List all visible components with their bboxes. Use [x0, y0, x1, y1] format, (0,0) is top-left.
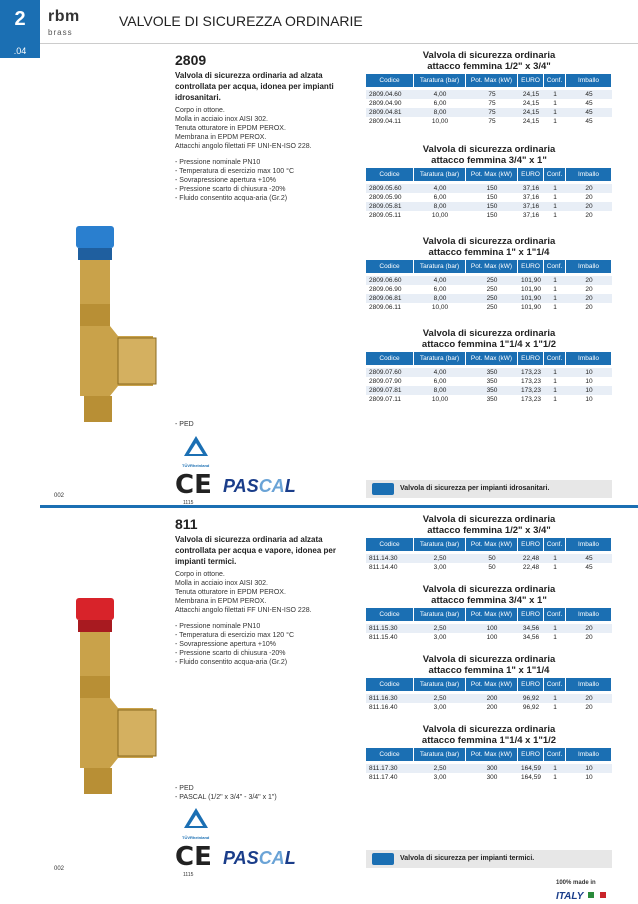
- table-cell: 1: [553, 286, 557, 293]
- table-header: Codice Taratura (bar) Pot. Max (kW) EURO Conf. Imballo: [366, 748, 612, 761]
- table-title: Valvola di sicurezza ordinaria: [422, 514, 556, 525]
- table-header: Codice Taratura (bar) Pot. Max (kW) EURO Conf. Imballo: [366, 608, 612, 621]
- table-row: [366, 202, 612, 211]
- spec-line: Tenuta otturatore in EPDM PEROX.: [175, 125, 286, 132]
- table-cell: 1: [553, 369, 557, 376]
- table-subtitle: attacco femmina 1"1/4 x 1"1/2: [421, 339, 557, 350]
- table-cell: 2809.04.81: [369, 109, 402, 116]
- spec-line: Corpo in ottone.: [175, 107, 225, 114]
- table-cell: 96,92: [522, 695, 540, 702]
- table-header: Codice Taratura (bar) Pot. Max (kW) EURO Conf. Imballo: [366, 260, 612, 273]
- table-cell: 2809.06.11: [369, 304, 402, 311]
- table-cell: 20: [585, 304, 593, 311]
- table-header: Codice Taratura (bar) Pot. Max (kW) EURO Conf. Imballo: [366, 352, 612, 365]
- table-1-2x3-4: [366, 50, 612, 126]
- table-cell: 45: [585, 564, 593, 571]
- table-body: [366, 90, 612, 126]
- table-cell: 2809.07.11: [369, 396, 402, 403]
- table-body: [366, 764, 612, 782]
- table-cell: 1: [553, 555, 557, 562]
- table-cell: 101,90: [521, 286, 541, 293]
- table-cell: 811.15.40: [369, 634, 398, 641]
- table-cell: 1: [553, 91, 557, 98]
- table-cell: 3,00: [433, 774, 447, 781]
- table-cell: 2,50: [433, 625, 447, 632]
- table-body: [366, 694, 612, 712]
- table-cell: 20: [585, 277, 593, 284]
- table-cell: 1: [553, 185, 557, 192]
- feature-line: - Fluido consentito acqua-aria (Gr.2): [175, 195, 288, 202]
- page-title: VALVOLE DI SICUREZZA ORDINARIE: [119, 13, 363, 29]
- table-title: Valvola di sicurezza ordinaria: [422, 654, 556, 665]
- table-cell: 2809.05.81: [369, 203, 402, 210]
- table-cell: 4,00: [433, 277, 447, 284]
- table-cell: 10: [585, 387, 593, 394]
- tuv-text: TÜVRheinland: [182, 463, 210, 468]
- table-cell: 1: [553, 295, 557, 302]
- table-cell: 1: [553, 194, 557, 201]
- table-cell: 1: [553, 118, 557, 125]
- table-cell: 1: [553, 304, 557, 311]
- table-row: [366, 554, 612, 563]
- chapter-number: 2: [0, 0, 40, 44]
- table-cell: 45: [585, 109, 593, 116]
- product-description: Valvola di sicurezza ordinaria ad alzata controllata per acqua e vapore, idonea per impianti termici.: [175, 535, 336, 566]
- table-cell: 1: [553, 396, 557, 403]
- table-cell: 811.17.30: [369, 765, 398, 772]
- table-cell: 173,23: [521, 387, 541, 394]
- table-1x1-1-4: [366, 236, 612, 312]
- table-cell: 37,16: [522, 212, 540, 219]
- feature-line: - Pressione nominale PN10: [175, 623, 261, 630]
- table-cell: 20: [585, 194, 593, 201]
- table-cell: 1: [553, 378, 557, 385]
- table-cell: 101,90: [521, 277, 541, 284]
- table-cell: 101,90: [521, 295, 541, 302]
- table-cell: 20: [585, 625, 593, 632]
- table-cell: 250: [486, 286, 498, 293]
- table-cell: 2809.07.81: [369, 387, 402, 394]
- feature-line: - Pressione scarto di chiusura -20%: [175, 650, 286, 657]
- product-certifications: [175, 784, 277, 802]
- table-cell: 34,56: [522, 625, 540, 632]
- table-row: [366, 377, 612, 386]
- table-cell: 6,00: [433, 378, 447, 385]
- table-cell: 2,50: [433, 695, 447, 702]
- table-cell: 350: [486, 387, 498, 394]
- tuv-logo: [182, 434, 210, 468]
- table-cell: 4,00: [433, 185, 447, 192]
- table-row: [366, 99, 612, 108]
- spec-line: Membrana in EPDM PEROX.: [175, 134, 267, 141]
- table-subtitle: attacco femmina 1" x 1"1/4: [428, 247, 550, 258]
- pascal-logo: PASCAL: [223, 848, 296, 868]
- table-row: [366, 184, 612, 193]
- product-code: 2809: [175, 52, 207, 68]
- table-row: [366, 211, 612, 220]
- table-cell: 3,00: [433, 634, 447, 641]
- table-subtitle: attacco femmina 3/4" x 1": [431, 155, 547, 166]
- table-cell: 1: [553, 277, 557, 284]
- table-cell: 250: [486, 304, 498, 311]
- table-cell: 350: [486, 378, 498, 385]
- table-row: [366, 773, 612, 782]
- table-cell: 20: [585, 203, 593, 210]
- table-cell: 2,50: [433, 555, 447, 562]
- usage-note: Valvola di sicurezza per impianti termici.: [366, 850, 612, 868]
- cert-line: - PASCAL (1/2" x 3/4" - 3/4" x 1"): [175, 794, 277, 801]
- table-cell: 1: [553, 387, 557, 394]
- feature-line: - Pressione nominale PN10: [175, 159, 261, 166]
- made-in-italy-badge: [556, 880, 606, 902]
- table-cell: 8,00: [433, 295, 447, 302]
- table-cell: 22,48: [522, 564, 540, 571]
- table-cell: 8,00: [433, 203, 447, 210]
- table-title: Valvola di sicurezza ordinaria: [422, 724, 556, 735]
- table-cell: 45: [585, 118, 593, 125]
- table-cell: 2809.07.90: [369, 378, 402, 385]
- table-cell: 75: [488, 100, 496, 107]
- table-cell: 1: [553, 634, 557, 641]
- table-cell: 10: [585, 765, 593, 772]
- italy-flag-icon: [588, 892, 606, 898]
- table-header: Codice Taratura (bar) Pot. Max (kW) EURO Conf. Imballo: [366, 168, 612, 181]
- table-cell: 2809.06.81: [369, 295, 402, 302]
- valve-blue-image: [58, 226, 168, 426]
- table-cell: 10,00: [431, 212, 449, 219]
- tuv-text: TÜVRheinland: [182, 835, 210, 840]
- table-cell: 34,56: [522, 634, 540, 641]
- table-cell: 811.16.40: [369, 704, 398, 711]
- tuv-triangle-icon: [182, 434, 210, 458]
- table-cell: 2,50: [433, 765, 447, 772]
- table-cell: 811.17.40: [369, 774, 398, 781]
- table-cell: 250: [486, 277, 498, 284]
- table-cell: 100: [486, 634, 498, 641]
- table-cell: 1: [553, 704, 557, 711]
- table-cell: 20: [585, 212, 593, 219]
- page-header: [0, 0, 638, 44]
- table-row: [366, 395, 612, 404]
- spec-line: Molla in acciaio inox AISI 302.: [175, 116, 268, 123]
- table-cell: 20: [585, 286, 593, 293]
- table-subtitle: attacco femmina 3/4" x 1": [431, 595, 547, 606]
- table-row: [366, 303, 612, 312]
- product-features: [175, 158, 365, 203]
- table-row: [366, 633, 612, 642]
- table-1-2x3-4: [366, 514, 612, 572]
- table-cell: 45: [585, 100, 593, 107]
- table-cell: 150: [486, 185, 498, 192]
- table-subtitle: attacco femmina 1/2" x 3/4": [427, 61, 551, 72]
- product-811-section: [40, 508, 638, 880]
- table-cell: 173,23: [521, 369, 541, 376]
- table-header: Codice Taratura (bar) Pot. Max (kW) EURO Conf. Imballo: [366, 74, 612, 87]
- table-cell: 10: [585, 774, 593, 781]
- product-description: Valvola di sicurezza ordinaria ad alzata controllata per acqua, idonea per impianti idrosanitari.: [175, 71, 334, 102]
- feature-line: - Temperatura di esercizio max 100 °C: [175, 168, 294, 175]
- table-body: [366, 276, 612, 312]
- table-cell: 75: [488, 109, 496, 116]
- product-code: 811: [175, 516, 198, 532]
- table-title: Valvola di sicurezza ordinaria: [422, 584, 556, 595]
- italy-text: ITALY: [556, 891, 584, 902]
- table-subtitle: attacco femmina 1/2" x 3/4": [427, 525, 551, 536]
- table-cell: 6,00: [433, 100, 447, 107]
- table-row: [366, 276, 612, 285]
- product-specs: [175, 570, 365, 615]
- table-cell: 1: [553, 100, 557, 107]
- table-cell: 200: [486, 695, 498, 702]
- table-cell: 45: [585, 91, 593, 98]
- table-row: [366, 117, 612, 126]
- tuv-triangle-icon: [182, 806, 210, 830]
- table-cell: 37,16: [522, 203, 540, 210]
- table-body: [366, 624, 612, 642]
- table-row: [366, 386, 612, 395]
- table-cell: 101,90: [521, 304, 541, 311]
- product-2809-section: [40, 44, 638, 508]
- table-body: [366, 368, 612, 404]
- table-cell: 3,00: [433, 704, 447, 711]
- table-cell: 50: [488, 555, 496, 562]
- tap-icon: [372, 853, 394, 865]
- table-cell: 1: [553, 695, 557, 702]
- table-row: [366, 294, 612, 303]
- table-cell: 3,00: [433, 564, 447, 571]
- table-cell: 50: [488, 564, 496, 571]
- table-cell: 173,23: [521, 396, 541, 403]
- table-cell: 2809.05.90: [369, 194, 402, 201]
- table-subtitle: attacco femmina 1" x 1"1/4: [428, 665, 550, 676]
- logo-brass-text: brass: [48, 28, 73, 37]
- table-row: [366, 624, 612, 633]
- footer-code: 002: [54, 493, 65, 499]
- table-cell: 250: [486, 295, 498, 302]
- table-cell: 150: [486, 203, 498, 210]
- table-title: Valvola di sicurezza ordinaria: [422, 328, 556, 339]
- table-cell: 24,15: [522, 109, 540, 116]
- ce-mark-icon: CE: [175, 842, 212, 872]
- table-cell: 164,59: [521, 774, 541, 781]
- feature-line: - Temperatura di esercizio max 120 °C: [175, 632, 294, 639]
- table-cell: 150: [486, 212, 498, 219]
- logo-rbm-text: rbm: [48, 8, 80, 25]
- table-cell: 350: [486, 369, 498, 376]
- table-cell: 350: [486, 396, 498, 403]
- spec-line: Tenuta otturatore in EPDM PEROX.: [175, 589, 286, 596]
- table-3-4x1: [366, 584, 612, 642]
- table-cell: 2809.04.90: [369, 100, 402, 107]
- table-cell: 6,00: [433, 194, 447, 201]
- product-specs: [175, 106, 365, 151]
- cert-line: - PED: [175, 785, 194, 792]
- table-cell: 10: [585, 369, 593, 376]
- table-cell: 4,00: [433, 369, 447, 376]
- table-cell: 20: [585, 704, 593, 711]
- table-cell: 1: [553, 203, 557, 210]
- table-cell: 1: [553, 625, 557, 632]
- table-title: Valvola di sicurezza ordinaria: [422, 236, 556, 247]
- table-subtitle: attacco femmina 1"1/4 x 1"1/2: [421, 735, 557, 746]
- table-header: Codice Taratura (bar) Pot. Max (kW) EURO Conf. Imballo: [366, 538, 612, 551]
- tap-icon: [372, 483, 394, 495]
- table-cell: 37,16: [522, 185, 540, 192]
- table-cell: 45: [585, 555, 593, 562]
- table-cell: 164,59: [521, 765, 541, 772]
- cert-line: - PED: [175, 421, 194, 428]
- table-cell: 150: [486, 194, 498, 201]
- table-cell: 10,00: [431, 118, 449, 125]
- table-cell: 24,15: [522, 118, 540, 125]
- ce-number: 1115: [183, 500, 194, 506]
- spec-line: Attacchi angolo filettati FF UNI-EN-ISO 228.: [175, 607, 312, 614]
- product-certifications: [175, 420, 194, 429]
- table-cell: 1: [553, 109, 557, 116]
- table-cell: 200: [486, 704, 498, 711]
- pascal-logo: PASCAL: [223, 476, 296, 496]
- table-cell: 1: [553, 564, 557, 571]
- table-cell: 100: [486, 625, 498, 632]
- table-cell: 300: [486, 765, 498, 772]
- table-cell: 2809.07.60: [369, 369, 402, 376]
- ce-number: 1115: [183, 872, 194, 878]
- table-row: [366, 368, 612, 377]
- usage-note: Valvola di sicurezza per impianti idrosanitari.: [366, 480, 612, 498]
- spec-line: Attacchi angolo filettati FF UNI-EN-ISO 228.: [175, 143, 312, 150]
- table-cell: 811.14.40: [369, 564, 398, 571]
- table-cell: 811.14.30: [369, 555, 398, 562]
- table-title: Valvola di sicurezza ordinaria: [422, 50, 556, 61]
- table-cell: 10: [585, 396, 593, 403]
- table-row: [366, 764, 612, 773]
- table-header: Codice Taratura (bar) Pot. Max (kW) EURO Conf. Imballo: [366, 678, 612, 691]
- table-cell: 8,00: [433, 109, 447, 116]
- table-cell: 24,15: [522, 91, 540, 98]
- table-cell: 20: [585, 634, 593, 641]
- table-cell: 20: [585, 695, 593, 702]
- table-row: [366, 285, 612, 294]
- table-cell: 75: [488, 118, 496, 125]
- table-cell: 2809.06.60: [369, 277, 402, 284]
- table-cell: 1: [553, 765, 557, 772]
- table-cell: 10,00: [431, 396, 449, 403]
- table-cell: 173,23: [521, 378, 541, 385]
- footer-code: 002: [54, 866, 65, 872]
- table-cell: 811.16.30: [369, 695, 398, 702]
- table-body: [366, 184, 612, 220]
- table-cell: 2809.04.60: [369, 91, 402, 98]
- feature-line: - Sovrapressione apertura +10%: [175, 641, 276, 648]
- spec-line: Membrana in EPDM PEROX.: [175, 598, 267, 605]
- table-cell: 20: [585, 185, 593, 192]
- table-1-1-4x1-1-2: [366, 724, 612, 782]
- table-3-4x1: [366, 144, 612, 220]
- table-cell: 4,00: [433, 91, 447, 98]
- table-row: [366, 563, 612, 572]
- subsection-number: .04: [0, 44, 40, 58]
- table-1x1-1-4: [366, 654, 612, 712]
- spec-line: Molla in acciaio inox AISI 302.: [175, 580, 268, 587]
- table-cell: 22,48: [522, 555, 540, 562]
- ce-mark-icon: CE: [175, 470, 212, 500]
- ce-pascal-marks: [175, 842, 305, 876]
- table-cell: 2809.06.90: [369, 286, 402, 293]
- product-features: [175, 622, 365, 667]
- table-cell: 2809.05.60: [369, 185, 402, 192]
- table-cell: 1: [553, 774, 557, 781]
- table-row: [366, 703, 612, 712]
- table-cell: 10: [585, 378, 593, 385]
- table-cell: 24,15: [522, 100, 540, 107]
- table-row: [366, 193, 612, 202]
- feature-line: - Fluido consentito acqua-aria (Gr.2): [175, 659, 288, 666]
- table-cell: 20: [585, 295, 593, 302]
- table-cell: 300: [486, 774, 498, 781]
- table-cell: 811.15.30: [369, 625, 398, 632]
- valve-red-image: [58, 598, 168, 798]
- table-cell: 10,00: [431, 304, 449, 311]
- table-row: [366, 90, 612, 99]
- feature-line: - Pressione scarto di chiusura -20%: [175, 186, 286, 193]
- table-row: [366, 694, 612, 703]
- table-cell: 8,00: [433, 387, 447, 394]
- table-cell: 6,00: [433, 286, 447, 293]
- feature-line: - Sovrapressione apertura +10%: [175, 177, 276, 184]
- table-cell: 2809.05.11: [369, 212, 402, 219]
- table-cell: 96,92: [522, 704, 540, 711]
- table-cell: 37,16: [522, 194, 540, 201]
- tuv-logo: [182, 806, 210, 840]
- table-row: [366, 108, 612, 117]
- rbm-logo: [48, 8, 104, 40]
- table-cell: 2809.04.11: [369, 118, 402, 125]
- table-1-1-4x1-1-2: [366, 328, 612, 404]
- table-cell: 75: [488, 91, 496, 98]
- table-title: Valvola di sicurezza ordinaria: [422, 144, 556, 155]
- ce-pascal-marks: [175, 470, 305, 504]
- italy-percent: 100% made in: [556, 880, 596, 886]
- table-body: [366, 554, 612, 572]
- spec-line: Corpo in ottone.: [175, 571, 225, 578]
- table-cell: 1: [553, 212, 557, 219]
